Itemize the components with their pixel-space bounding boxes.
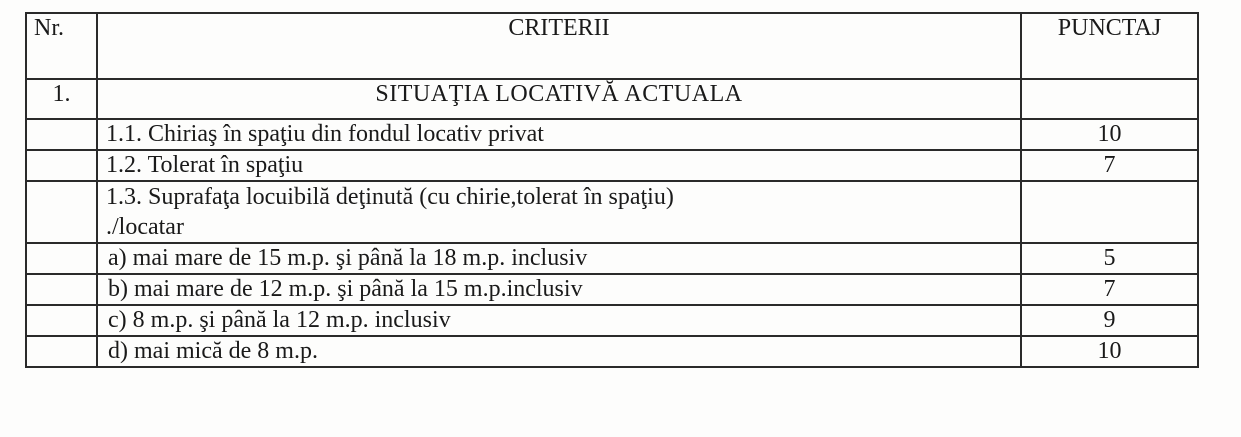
header-punctaj: PUNCTAJ bbox=[1021, 13, 1198, 79]
row-criterion: d) mai mică de 8 m.p. bbox=[97, 336, 1021, 367]
section-row bbox=[26, 79, 1198, 119]
row-points: 10 bbox=[1021, 336, 1198, 367]
row-points: 7 bbox=[1021, 150, 1198, 181]
header-criterii: CRITERII bbox=[97, 13, 1021, 79]
table-row bbox=[26, 305, 1198, 336]
table-row bbox=[26, 181, 1198, 243]
row-criterion: 1.2. Tolerat în spaţiu bbox=[97, 150, 1021, 181]
row-points: 7 bbox=[1021, 274, 1198, 305]
row-points: 5 bbox=[1021, 243, 1198, 274]
row-points: 9 bbox=[1021, 305, 1198, 336]
row-points: 10 bbox=[1021, 119, 1198, 150]
row-nr bbox=[26, 243, 97, 274]
row-nr bbox=[26, 150, 97, 181]
row-nr bbox=[26, 274, 97, 305]
row-nr bbox=[26, 119, 97, 150]
row-criterion: a) mai mare de 15 m.p. şi până la 18 m.p. inclusiv bbox=[97, 243, 1021, 274]
row-nr bbox=[26, 181, 97, 243]
section-number: 1. bbox=[26, 79, 97, 119]
row-criterion bbox=[97, 181, 1021, 243]
row-points bbox=[1021, 181, 1198, 243]
table-row bbox=[26, 336, 1198, 367]
row-criterion: b) mai mare de 12 m.p. şi până la 15 m.p.inclusiv bbox=[97, 274, 1021, 305]
section-points bbox=[1021, 79, 1198, 119]
criteria-table bbox=[25, 12, 1199, 368]
table-header-row bbox=[26, 13, 1198, 79]
table-row bbox=[26, 119, 1198, 150]
header-nr: Nr. bbox=[26, 13, 97, 79]
row-criterion-line-2: ./locatar bbox=[106, 214, 184, 240]
row-criterion: 1.1. Chiriaş în spaţiu din fondul locativ privat bbox=[97, 119, 1021, 150]
table-row bbox=[26, 243, 1198, 274]
table-row bbox=[26, 274, 1198, 305]
table-row bbox=[26, 150, 1198, 181]
row-nr bbox=[26, 305, 97, 336]
row-criterion-line-1: 1.3. Suprafaţa locuibilă deţinută (cu chirie,tolerat în spaţiu) bbox=[106, 184, 674, 210]
row-nr bbox=[26, 336, 97, 367]
row-criterion: c) 8 m.p. şi până la 12 m.p. inclusiv bbox=[97, 305, 1021, 336]
section-title: SITUAŢIA LOCATIVĂ ACTUALA bbox=[97, 79, 1021, 119]
